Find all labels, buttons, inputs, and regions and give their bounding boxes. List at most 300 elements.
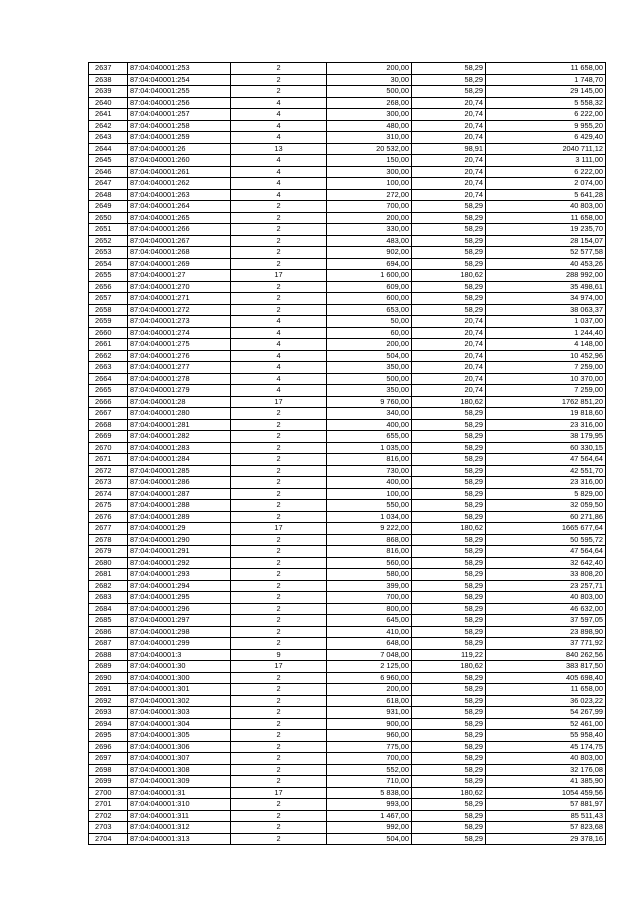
rate-cell: 20,74 [412,385,486,397]
table-row [89,362,606,374]
cadastral-number-cell: 87:04:040001:289 [128,511,231,523]
cadastral-number-cell: 87:04:040001:308 [128,764,231,776]
cadastral-number-cell: 87:04:040001:269 [128,258,231,270]
table-row [89,638,606,650]
group-code-cell: 2 [231,753,327,765]
rate-cell: 58,29 [412,86,486,98]
rate-cell: 58,29 [412,293,486,305]
group-code-cell: 2 [231,638,327,650]
area-cell: 816,00 [327,454,412,466]
cadastral-value-cell: 41 385,90 [486,776,606,788]
group-code-cell: 2 [231,431,327,443]
cadastral-value-cell: 40 803,00 [486,201,606,213]
rate-cell: 58,29 [412,488,486,500]
table-row [89,546,606,558]
row-number-cell: 2657 [89,293,128,305]
cadastral-value-cell: 47 564,64 [486,546,606,558]
table-row [89,695,606,707]
area-cell: 399,00 [327,580,412,592]
rate-cell: 58,29 [412,63,486,75]
table-row [89,293,606,305]
cadastral-number-cell: 87:04:040001:254 [128,74,231,86]
group-code-cell: 2 [231,695,327,707]
table-row [89,63,606,75]
area-cell: 400,00 [327,419,412,431]
cadastral-number-cell: 87:04:040001:299 [128,638,231,650]
cadastral-number-cell: 87:04:040001:303 [128,707,231,719]
cadastral-number-cell: 87:04:040001:304 [128,718,231,730]
cadastral-number-cell: 87:04:040001:313 [128,833,231,845]
row-number-cell: 2661 [89,339,128,351]
cadastral-value-cell: 28 154,07 [486,235,606,247]
table-row [89,258,606,270]
rate-cell: 58,29 [412,638,486,650]
group-code-cell: 4 [231,189,327,201]
rate-cell: 58,29 [412,799,486,811]
group-code-cell: 2 [231,534,327,546]
table-row [89,534,606,546]
cadastral-number-cell: 87:04:040001:27 [128,270,231,282]
row-number-cell: 2702 [89,810,128,822]
rate-cell: 180,62 [412,787,486,799]
cadastral-value-cell: 1 748,70 [486,74,606,86]
rate-cell: 58,29 [412,408,486,420]
area-cell: 931,00 [327,707,412,719]
group-code-cell: 2 [231,500,327,512]
table-row [89,408,606,420]
group-code-cell: 2 [231,569,327,581]
group-code-cell: 2 [231,546,327,558]
row-number-cell: 2637 [89,63,128,75]
rate-cell: 58,29 [412,615,486,627]
table-row [89,488,606,500]
cadastral-value-cell: 11 658,00 [486,212,606,224]
rate-cell: 58,29 [412,465,486,477]
table-row [89,339,606,351]
cadastral-value-cell: 10 370,00 [486,373,606,385]
group-code-cell: 2 [231,776,327,788]
table-row [89,419,606,431]
cadastral-number-cell: 87:04:040001:287 [128,488,231,500]
group-code-cell: 2 [231,626,327,638]
row-number-cell: 2644 [89,143,128,155]
row-number-cell: 2671 [89,454,128,466]
table-row [89,557,606,569]
table-row [89,442,606,454]
row-number-cell: 2695 [89,730,128,742]
area-cell: 580,00 [327,569,412,581]
cadastral-number-cell: 87:04:040001:272 [128,304,231,316]
cadastral-value-cell: 1762 851,20 [486,396,606,408]
table-row [89,776,606,788]
area-cell: 50,00 [327,316,412,328]
row-number-cell: 2678 [89,534,128,546]
area-cell: 200,00 [327,212,412,224]
rate-cell: 20,74 [412,350,486,362]
group-code-cell: 2 [231,672,327,684]
group-code-cell: 13 [231,143,327,155]
cadastral-number-cell: 87:04:040001:297 [128,615,231,627]
table-row [89,454,606,466]
group-code-cell: 2 [231,764,327,776]
rate-cell: 58,29 [412,511,486,523]
table-row [89,615,606,627]
table-row [89,350,606,362]
cadastral-value-cell: 7 259,00 [486,385,606,397]
row-number-cell: 2656 [89,281,128,293]
group-code-cell: 4 [231,327,327,339]
cadastral-value-cell: 45 174,75 [486,741,606,753]
cadastral-value-cell: 6 222,00 [486,166,606,178]
table-row [89,707,606,719]
row-number-cell: 2660 [89,327,128,339]
rate-cell: 180,62 [412,523,486,535]
row-number-cell: 2692 [89,695,128,707]
area-cell: 9 222,00 [327,523,412,535]
cadastral-number-cell: 87:04:040001:266 [128,224,231,236]
group-code-cell: 4 [231,350,327,362]
area-cell: 1 035,00 [327,442,412,454]
table-row [89,684,606,696]
row-number-cell: 2654 [89,258,128,270]
rate-cell: 58,29 [412,224,486,236]
area-cell: 868,00 [327,534,412,546]
group-code-cell: 2 [231,235,327,247]
group-code-cell: 17 [231,661,327,673]
group-code-cell: 2 [231,822,327,834]
cadastral-value-cell: 5 829,00 [486,488,606,500]
row-number-cell: 2638 [89,74,128,86]
rate-cell: 58,29 [412,419,486,431]
row-number-cell: 2646 [89,166,128,178]
row-number-cell: 2698 [89,764,128,776]
group-code-cell: 4 [231,178,327,190]
area-cell: 504,00 [327,833,412,845]
group-code-cell: 2 [231,615,327,627]
table-row [89,592,606,604]
rate-cell: 20,74 [412,120,486,132]
table-row [89,270,606,282]
table-row [89,810,606,822]
row-number-cell: 2650 [89,212,128,224]
row-number-cell: 2647 [89,178,128,190]
area-cell: 700,00 [327,592,412,604]
area-cell: 60,00 [327,327,412,339]
cadastral-number-cell: 87:04:040001:309 [128,776,231,788]
group-code-cell: 2 [231,603,327,615]
table-row [89,224,606,236]
group-code-cell: 4 [231,109,327,121]
cadastral-value-cell: 60 271,86 [486,511,606,523]
cadastral-number-cell: 87:04:040001:261 [128,166,231,178]
rate-cell: 20,74 [412,97,486,109]
row-number-cell: 2685 [89,615,128,627]
rate-cell: 58,29 [412,442,486,454]
cadastral-value-cell: 19 235,70 [486,224,606,236]
rate-cell: 58,29 [412,281,486,293]
table-body [89,63,606,845]
area-cell: 550,00 [327,500,412,512]
table-row [89,741,606,753]
area-cell: 2 125,00 [327,661,412,673]
row-number-cell: 2643 [89,132,128,144]
cadastral-number-cell: 87:04:040001:275 [128,339,231,351]
group-code-cell: 2 [231,741,327,753]
table-row [89,500,606,512]
cadastral-number-cell: 87:04:040001:273 [128,316,231,328]
row-number-cell: 2668 [89,419,128,431]
cadastral-value-cell: 37 771,92 [486,638,606,650]
row-number-cell: 2672 [89,465,128,477]
area-cell: 992,00 [327,822,412,834]
area-cell: 350,00 [327,362,412,374]
area-cell: 1 034,00 [327,511,412,523]
cadastral-number-cell: 87:04:040001:286 [128,477,231,489]
cadastral-value-cell: 5 558,32 [486,97,606,109]
cadastral-value-cell: 34 974,00 [486,293,606,305]
cadastral-number-cell: 87:04:040001:301 [128,684,231,696]
row-number-cell: 2693 [89,707,128,719]
area-cell: 150,00 [327,155,412,167]
row-number-cell: 2651 [89,224,128,236]
area-cell: 730,00 [327,465,412,477]
row-number-cell: 2701 [89,799,128,811]
cadastral-number-cell: 87:04:040001:296 [128,603,231,615]
area-cell: 300,00 [327,109,412,121]
table-row [89,603,606,615]
row-number-cell: 2679 [89,546,128,558]
area-cell: 480,00 [327,120,412,132]
rate-cell: 58,29 [412,500,486,512]
rate-cell: 58,29 [412,672,486,684]
row-number-cell: 2667 [89,408,128,420]
table-row [89,201,606,213]
area-cell: 1 600,00 [327,270,412,282]
rate-cell: 119,22 [412,649,486,661]
cadastral-value-cell: 29 378,16 [486,833,606,845]
area-cell: 800,00 [327,603,412,615]
table-row [89,661,606,673]
area-cell: 340,00 [327,408,412,420]
table-row [89,523,606,535]
table-row [89,431,606,443]
table-row [89,477,606,489]
row-number-cell: 2704 [89,833,128,845]
cadastral-value-cell: 40 453,26 [486,258,606,270]
rate-cell: 58,29 [412,810,486,822]
rate-cell: 58,29 [412,718,486,730]
area-cell: 9 760,00 [327,396,412,408]
rate-cell: 20,74 [412,373,486,385]
area-cell: 700,00 [327,201,412,213]
cadastral-value-cell: 57 823,68 [486,822,606,834]
rate-cell: 98,91 [412,143,486,155]
area-cell: 648,00 [327,638,412,650]
cadastral-value-table [88,62,606,845]
cadastral-number-cell: 87:04:040001:256 [128,97,231,109]
rate-cell: 58,29 [412,304,486,316]
row-number-cell: 2665 [89,385,128,397]
area-cell: 200,00 [327,684,412,696]
cadastral-value-cell: 1054 459,56 [486,787,606,799]
area-cell: 645,00 [327,615,412,627]
group-code-cell: 2 [231,730,327,742]
table-row [89,247,606,259]
row-number-cell: 2670 [89,442,128,454]
table-row [89,764,606,776]
cadastral-number-cell: 87:04:040001:276 [128,350,231,362]
cadastral-value-cell: 52 461,00 [486,718,606,730]
cadastral-value-cell: 11 658,00 [486,684,606,696]
cadastral-number-cell: 87:04:040001:265 [128,212,231,224]
table-row [89,235,606,247]
cadastral-number-cell: 87:04:040001:3 [128,649,231,661]
cadastral-value-cell: 6 222,00 [486,109,606,121]
row-number-cell: 2683 [89,592,128,604]
cadastral-number-cell: 87:04:040001:306 [128,741,231,753]
area-cell: 20 532,00 [327,143,412,155]
cadastral-number-cell: 87:04:040001:281 [128,419,231,431]
area-cell: 100,00 [327,488,412,500]
cadastral-number-cell: 87:04:040001:29 [128,523,231,535]
cadastral-value-cell: 840 262,56 [486,649,606,661]
cadastral-value-cell: 46 632,00 [486,603,606,615]
table-row [89,569,606,581]
cadastral-value-cell: 47 564,64 [486,454,606,466]
table-row [89,672,606,684]
cadastral-number-cell: 87:04:040001:311 [128,810,231,822]
cadastral-number-cell: 87:04:040001:284 [128,454,231,466]
area-cell: 694,00 [327,258,412,270]
group-code-cell: 4 [231,316,327,328]
row-number-cell: 2648 [89,189,128,201]
area-cell: 609,00 [327,281,412,293]
cadastral-number-cell: 87:04:040001:263 [128,189,231,201]
group-code-cell: 9 [231,649,327,661]
row-number-cell: 2677 [89,523,128,535]
group-code-cell: 2 [231,258,327,270]
cadastral-number-cell: 87:04:040001:280 [128,408,231,420]
rate-cell: 58,29 [412,569,486,581]
table-row [89,166,606,178]
group-code-cell: 2 [231,454,327,466]
rate-cell: 20,74 [412,327,486,339]
rate-cell: 58,29 [412,247,486,259]
cadastral-value-cell: 40 803,00 [486,753,606,765]
area-cell: 600,00 [327,293,412,305]
group-code-cell: 2 [231,684,327,696]
table-row [89,281,606,293]
group-code-cell: 2 [231,557,327,569]
group-code-cell: 2 [231,212,327,224]
cadastral-number-cell: 87:04:040001:305 [128,730,231,742]
row-number-cell: 2655 [89,270,128,282]
area-cell: 655,00 [327,431,412,443]
group-code-cell: 2 [231,511,327,523]
cadastral-value-cell: 32 176,08 [486,764,606,776]
area-cell: 1 467,00 [327,810,412,822]
rate-cell: 58,29 [412,454,486,466]
rate-cell: 58,29 [412,753,486,765]
area-cell: 500,00 [327,86,412,98]
row-number-cell: 2690 [89,672,128,684]
cadastral-value-cell: 6 429,40 [486,132,606,144]
area-cell: 330,00 [327,224,412,236]
rate-cell: 58,29 [412,833,486,845]
cadastral-number-cell: 87:04:040001:255 [128,86,231,98]
group-code-cell: 2 [231,224,327,236]
rate-cell: 58,29 [412,764,486,776]
rate-cell: 58,29 [412,546,486,558]
cadastral-value-cell: 23 316,00 [486,419,606,431]
area-cell: 7 048,00 [327,649,412,661]
cadastral-number-cell: 87:04:040001:30 [128,661,231,673]
area-cell: 900,00 [327,718,412,730]
rate-cell: 58,29 [412,603,486,615]
cadastral-number-cell: 87:04:040001:307 [128,753,231,765]
table-row [89,120,606,132]
rate-cell: 58,29 [412,822,486,834]
cadastral-number-cell: 87:04:040001:259 [128,132,231,144]
table-row [89,74,606,86]
cadastral-number-cell: 87:04:040001:312 [128,822,231,834]
cadastral-value-cell: 60 330,15 [486,442,606,454]
rate-cell: 20,74 [412,155,486,167]
row-number-cell: 2664 [89,373,128,385]
row-number-cell: 2687 [89,638,128,650]
area-cell: 710,00 [327,776,412,788]
group-code-cell: 2 [231,201,327,213]
row-number-cell: 2703 [89,822,128,834]
group-code-cell: 2 [231,419,327,431]
area-cell: 700,00 [327,753,412,765]
row-number-cell: 2662 [89,350,128,362]
cadastral-value-cell: 7 259,00 [486,362,606,374]
table-row [89,212,606,224]
row-number-cell: 2641 [89,109,128,121]
cadastral-value-cell: 1665 677,64 [486,523,606,535]
cadastral-value-cell: 55 958,40 [486,730,606,742]
row-number-cell: 2681 [89,569,128,581]
cadastral-number-cell: 87:04:040001:282 [128,431,231,443]
group-code-cell: 2 [231,488,327,500]
rate-cell: 20,74 [412,339,486,351]
group-code-cell: 2 [231,592,327,604]
cadastral-value-cell: 36 023,22 [486,695,606,707]
cadastral-value-cell: 4 148,00 [486,339,606,351]
area-cell: 560,00 [327,557,412,569]
rate-cell: 58,29 [412,212,486,224]
rate-cell: 20,74 [412,189,486,201]
cadastral-number-cell: 87:04:040001:270 [128,281,231,293]
row-number-cell: 2694 [89,718,128,730]
area-cell: 268,00 [327,97,412,109]
area-cell: 100,00 [327,178,412,190]
group-code-cell: 4 [231,362,327,374]
cadastral-number-cell: 87:04:040001:274 [128,327,231,339]
rate-cell: 58,29 [412,707,486,719]
group-code-cell: 4 [231,97,327,109]
cadastral-value-cell: 11 658,00 [486,63,606,75]
area-cell: 775,00 [327,741,412,753]
cadastral-value-cell: 52 577,58 [486,247,606,259]
cadastral-number-cell: 87:04:040001:291 [128,546,231,558]
cadastral-value-cell: 85 511,43 [486,810,606,822]
area-cell: 30,00 [327,74,412,86]
rate-cell: 58,29 [412,235,486,247]
row-number-cell: 2680 [89,557,128,569]
cadastral-number-cell: 87:04:040001:278 [128,373,231,385]
